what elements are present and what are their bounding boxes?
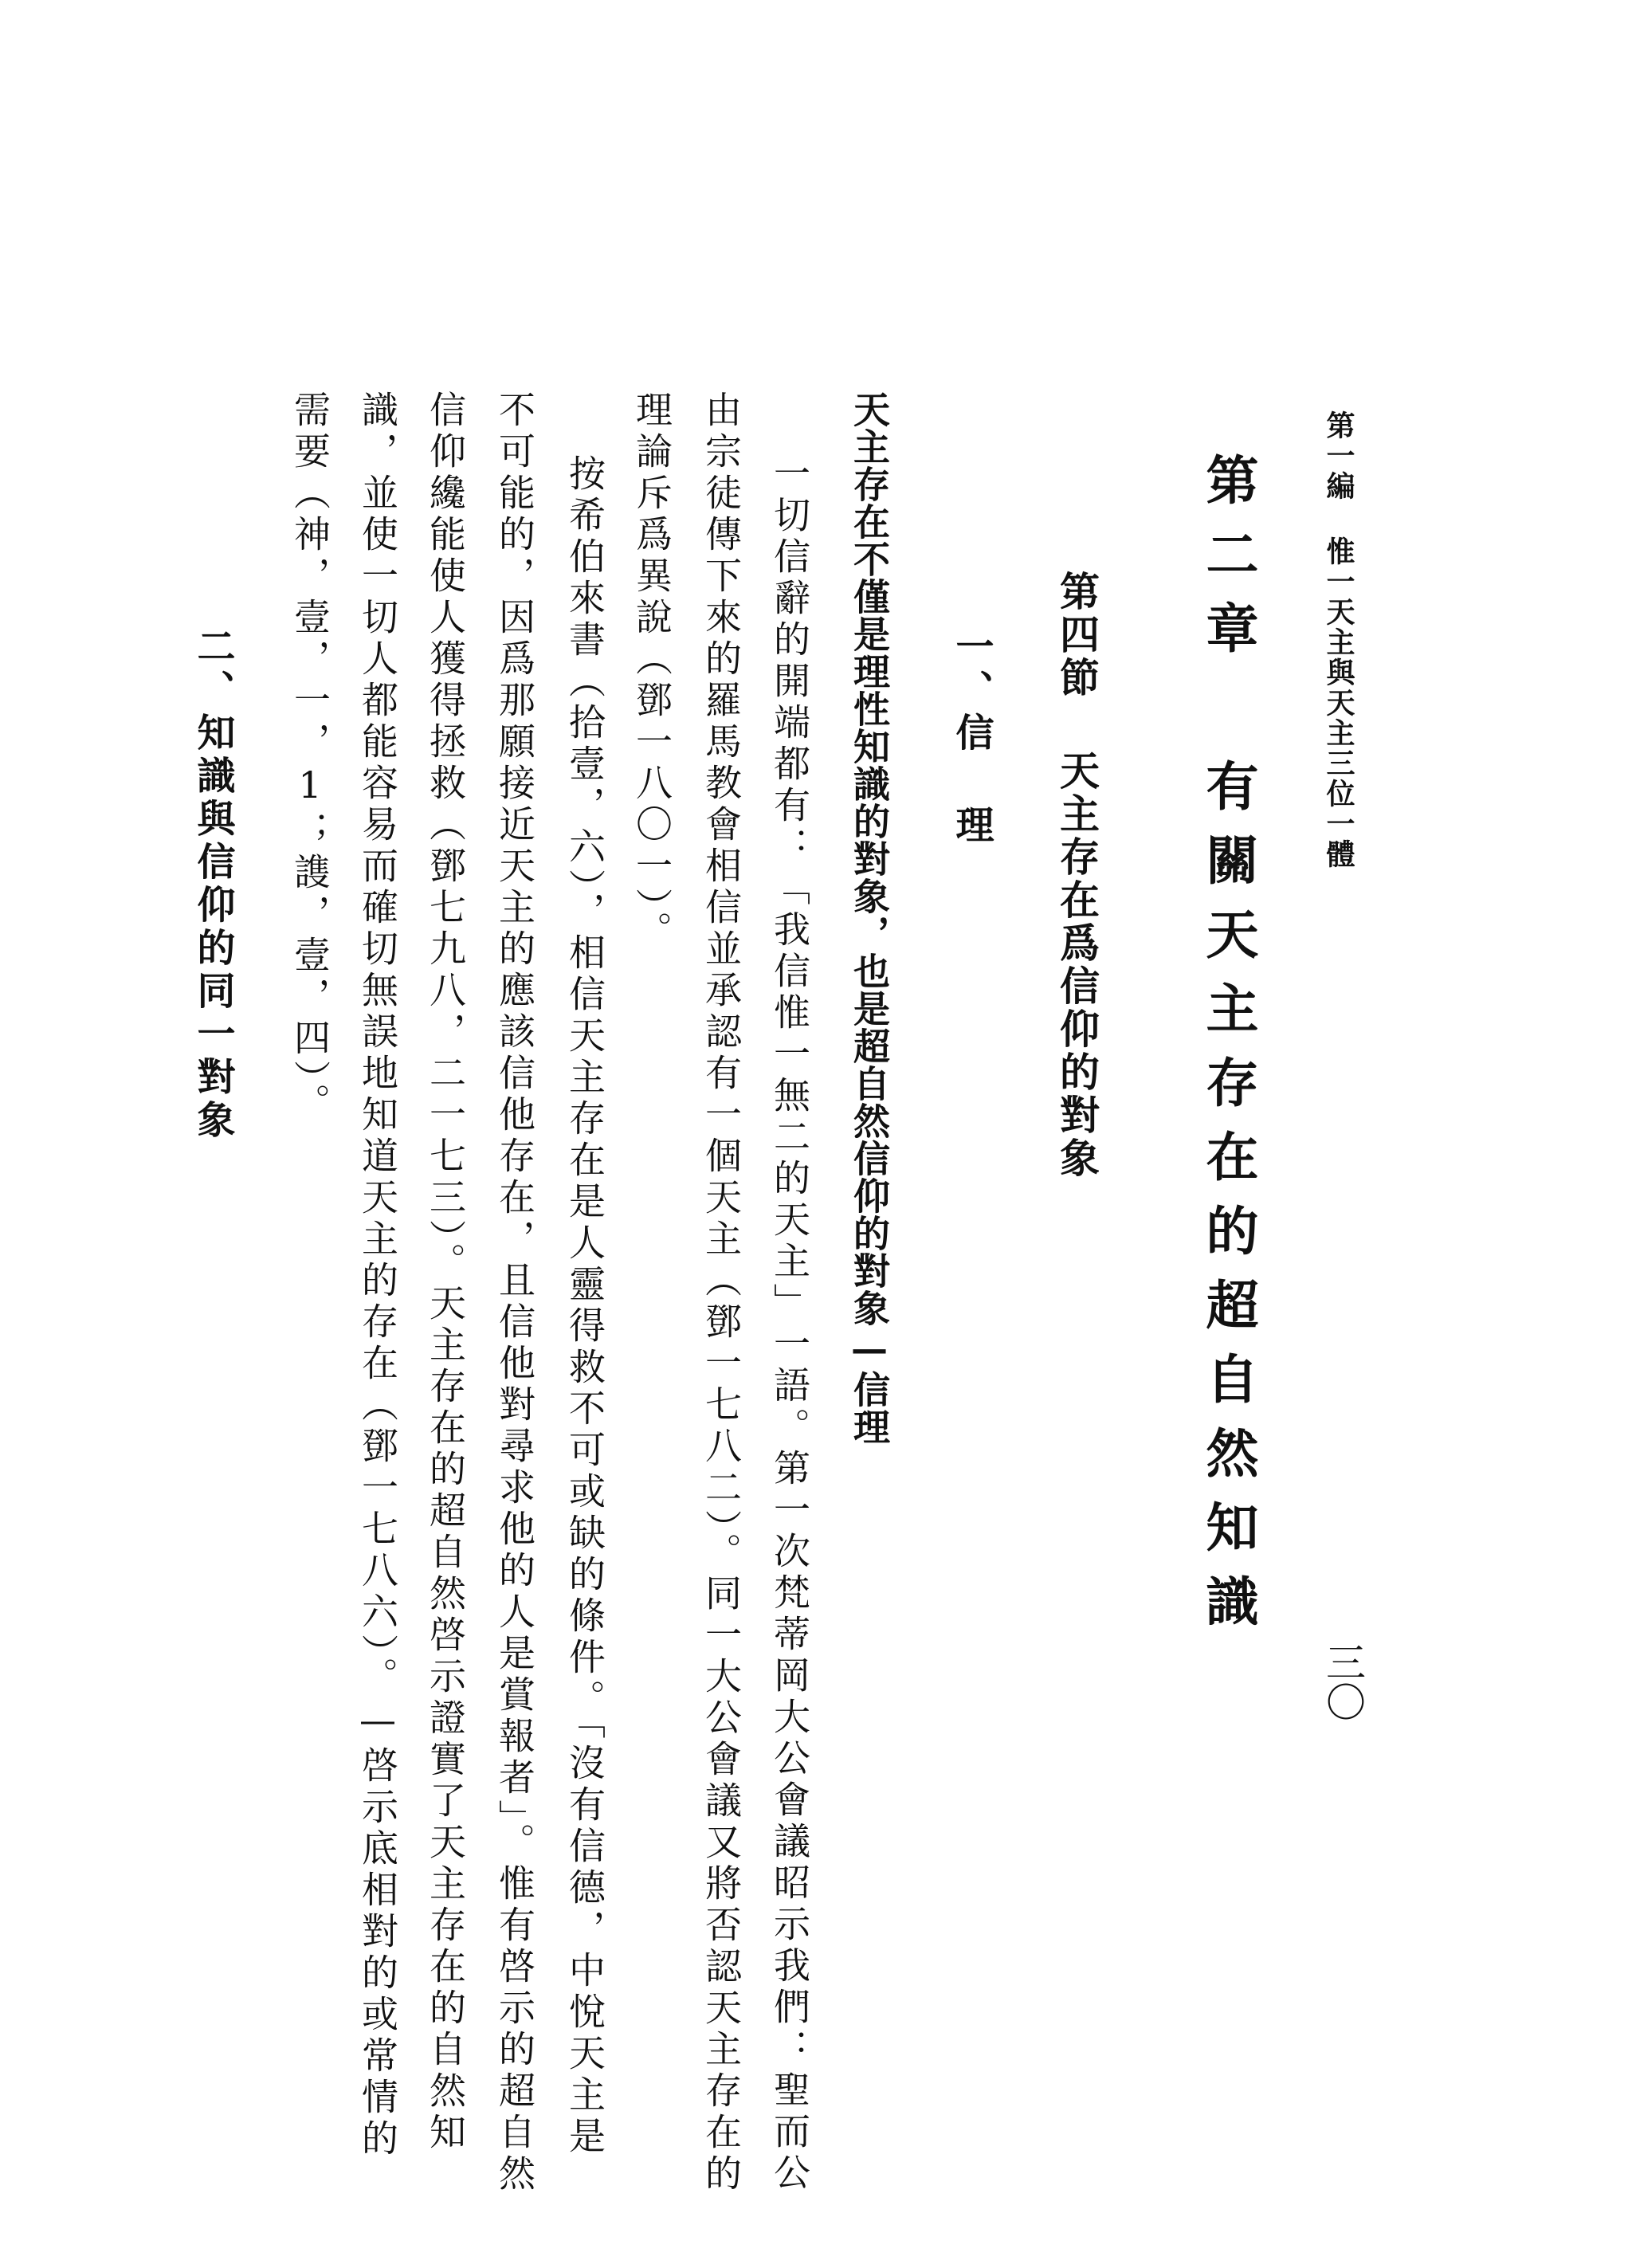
body-line: 識，並使一切人都能容易而確切無誤地知道天主的存在（鄧一七八六）。—啓示底相對的或常情的 bbox=[356, 390, 399, 2160]
body-line: 由宗徒傳下來的羅馬教會相信並承認有一個天主（鄧一七八二）。同一大公會議又將否認天主存在的 bbox=[700, 390, 743, 2195]
body-line: 理論斥爲異說（鄧一八〇一）。 bbox=[630, 390, 673, 952]
body-line: 一切信辭的開端都有：「我信惟一無二的天主」一語。第一次梵蒂岡大公會議昭示我們：聖而公 bbox=[768, 454, 811, 2195]
body-line: 不可能的，因爲那願接近天主的應該信他存在，且信他對尋求他的人是賞報者」。惟有啓示的超自然 bbox=[493, 390, 536, 2195]
body-line: 按希伯來書（拾壹，六），相信天主存在是人靈得救不可或缺的條件。「沒有信德，中悅天主是 bbox=[563, 454, 606, 2158]
chapter-title: 第二章 有關天主存在的超自然知識 bbox=[1197, 453, 1259, 1648]
subsection-heading-same-object: 二、知識與信仰的同一對象 bbox=[190, 626, 235, 1143]
page-number: 三〇 bbox=[1320, 1642, 1366, 1721]
thesis-statement: 天主存在不僅是理性知識的對象，也是超自然信仰的對象—信理 bbox=[848, 390, 891, 1446]
body-line: 信仰纔能使人獲得拯救（鄧七九八，二一七三）。天主存在的超自然啓示證實了天主存在的自然知 bbox=[424, 390, 467, 2154]
subsection-heading-creed: 一、信 理 bbox=[949, 626, 994, 848]
running-head: 第一編 惟一天主與天主三位一體 bbox=[1322, 410, 1355, 869]
body-line: 需要（神，壹，一，1；謢，壹，四）。 bbox=[288, 390, 332, 1124]
section-title: 第四節 天主存在爲信仰的對象 bbox=[1053, 571, 1100, 1180]
